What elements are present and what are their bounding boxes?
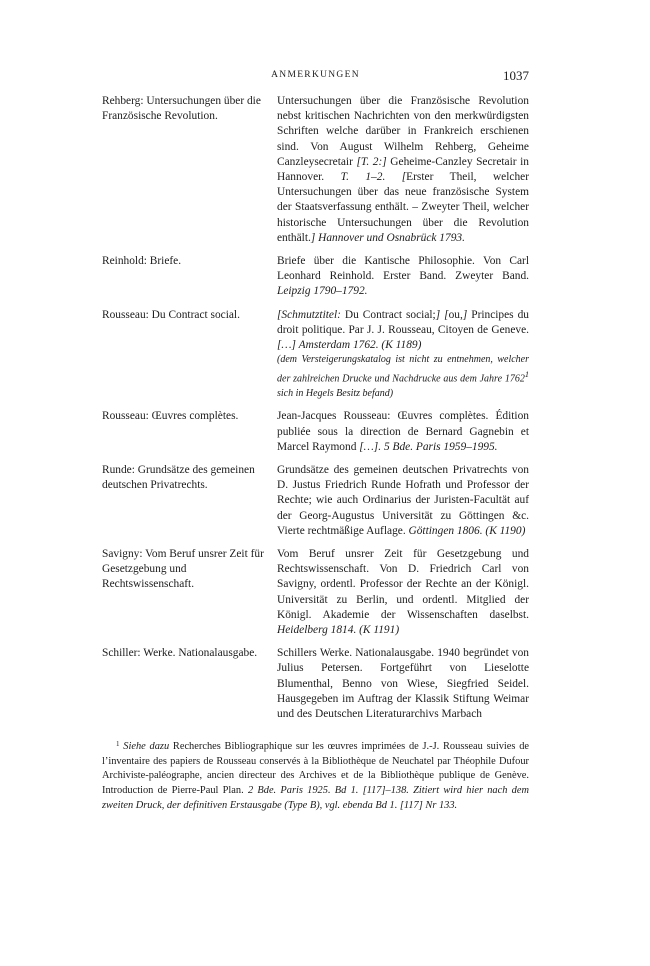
entry-note: [277, 353, 529, 401]
entry-description: [277, 463, 529, 539]
entry-description: [277, 94, 529, 246]
bibliography-entry: [102, 308, 529, 402]
entry-description: [277, 547, 529, 638]
italic-text: Göttingen 1806. (K 1190): [408, 524, 526, 537]
italic-text: ]: [462, 308, 468, 321]
italic-text: [Schmutztitel:: [277, 308, 341, 321]
italic-text: ] [: [435, 308, 449, 321]
italic-text: […] Amsterdam 1762. (K 1189): [277, 339, 422, 352]
entry-short-title: Rehberg: Untersuchungen über die Französische Revolution.: [102, 95, 261, 123]
footnote: [102, 737, 529, 814]
text-run: Erster Theil, welcher Untersuchungen über das neue französische System der Staatsverfassung enthält. – Zweyter Theil, welcher historische Untersuchungen über die Revolution enthält.: [277, 171, 529, 244]
text-run: Geheime-Canzley Secretair in Hannover.: [277, 155, 529, 184]
italic-text: Heidelberg 1814. (K 1191): [277, 624, 400, 636]
bibliography-list: [102, 94, 529, 730]
entry-short-title: Schiller: Werke. Nationalausgabe.: [102, 647, 258, 660]
entry-description: [277, 409, 529, 455]
italic-text: ] Hannover und Osnabrück 1793.: [310, 231, 465, 244]
text-run: Du Contract social;: [340, 308, 436, 321]
running-head: ANMERKUNGEN: [271, 70, 360, 80]
bibliography-entry: [102, 463, 529, 539]
entry-short-title: Rousseau: Œuvres complètes.: [102, 410, 239, 423]
text-run: Jean-Jacques Rousseau: Œuvres complètes. Édition publiée sous la direction de Bernard Gagnebin et Marcel Raymond: [277, 410, 529, 453]
footnote-marker: 1: [524, 369, 529, 379]
bibliography-entry: [102, 409, 529, 455]
entry-short-title: Runde: Grundsätze des gemeinen deutschen Privatrechts.: [102, 463, 255, 492]
text-run: Schillers Werke. Nationalausgabe. 1940 begründet von Julius Petersen. Fortgeführt von Lieselotte Blumenthal, Benno von Wiese, Siegfried Seidel. Hausgegeben im Auftrag der Klassik Stiftung Weimar und des Deutschen Literaturarchivs Marbach: [277, 647, 529, 721]
page-header: [102, 68, 529, 84]
italic-text: Siehe dazu: [123, 741, 170, 752]
bibliography-entry: [102, 646, 529, 722]
footnote-marker: 1: [116, 740, 120, 748]
text-run: Grundsätze des gemeinen deutschen Privatrechts von D. Justus Friedrich Runde Hofrath und Professor der Rechte; wie auch Ordinarius der Juristen-Facultät auf der Georg-Augustus Universität zu Göttingen &c. Vierte rechtmäßige Auflage.: [277, 463, 529, 537]
text-run: Untersuchungen über die Französische Revolution nebst kritischen Nachrichten von den merkwürdigsten Schriften welche darüber in Frankreich erschienen sind. Von August Wilhelm Rehberg, Geheime Canzleysecretair: [277, 95, 529, 168]
text-run: Vom Beruf unsrer Zeit für Gesetzgebung und Rechtswissenschaft. Von D. Friedrich Carl von Savigny, ordentl. Professor der Rechte an der Königl. Universität zu Berlin, und ordentl. Mitglied der Königl. Akademie der Wissenschaften daselbst.: [277, 547, 529, 621]
entry-description: [277, 308, 529, 402]
entry-short-title: Reinhold: Briefe.: [102, 255, 182, 268]
bibliography-entry: [102, 547, 529, 638]
italic-text: [T. 2:]: [356, 155, 387, 168]
text-run: (dem Versteigerungskatalog ist nicht zu entnehmen, welcher der zahlreichen Drucke und Nachdrucke aus dem Jahre 1762: [277, 354, 529, 385]
bibliography-entry: [102, 94, 529, 246]
entry-description: [277, 254, 529, 300]
italic-text: Leipzig 1790–1792.: [277, 285, 368, 298]
text-run: sich in Hegels Besitz befand): [277, 387, 394, 399]
bibliography-entry: [102, 254, 529, 300]
text-run: Principes du droit politique. Par J. J. Rousseau, Citoyen de Geneve.: [277, 308, 529, 336]
entry-description: [277, 646, 529, 722]
italic-text: T. 1–2. [: [340, 171, 407, 184]
text-run: Briefe über die Kantische Philosophie. Von Carl Leonhard Reinhold. Erster Band. Zweyter Band.: [277, 255, 529, 283]
entry-short-title: Savigny: Vom Beruf unsrer Zeit für Gesetzgebung und Rechtswissenschaft.: [102, 547, 264, 591]
entry-short-title: Rousseau: Du Contract social.: [102, 308, 240, 321]
page-number: 1037: [503, 68, 529, 83]
text-run: ou,: [448, 308, 463, 321]
italic-text: 2 Bde. Paris 1925. Bd 1. [117]–138. Zitiert wird hier nach dem zweiten Druck, der definitiven Erstausgabe (Type B), vgl. ebenda Bd 1. [117] Nr 133.: [102, 785, 529, 811]
text-run: Recherches Bibliographique sur les œuvres imprimées de J.-J. Rousseau suivies de l’inventaire des papiers de Rousseau conservés à la Bibliothèque de Neuchatel par Théophile Dufour Archiviste-paléographe, ancien directeur des Archives et de la Bibliothèque publique de Genève. Introduction de Pierre-Paul Plan.: [102, 741, 529, 797]
italic-text: […]. 5 Bde. Paris 1959–1995.: [359, 440, 498, 453]
